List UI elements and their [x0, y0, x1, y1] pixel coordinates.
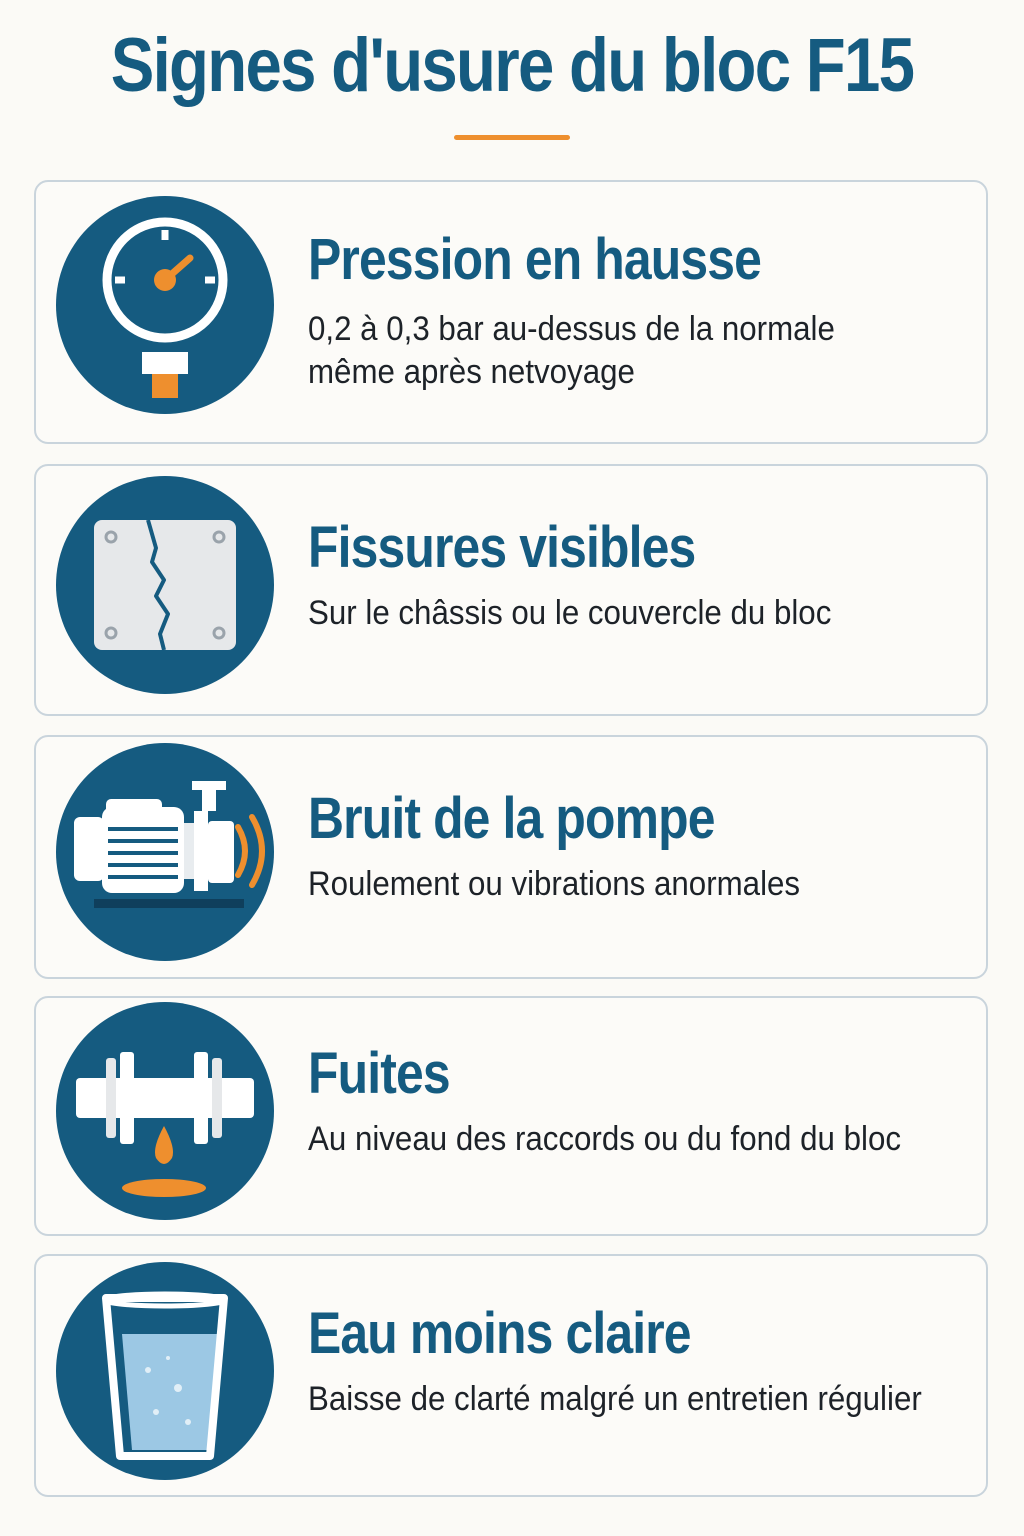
- card-description: Roulement ou vibrations anormales: [308, 865, 801, 903]
- card-title: Fissures visibles: [308, 515, 696, 580]
- card-description: Sur le châssis ou le couvercle du bloc: [308, 594, 832, 632]
- card-title: Bruit de la pompe: [308, 786, 715, 851]
- card-water-clarity: [34, 1254, 988, 1497]
- card-description: 0,2 à 0,3 bar au-dessus de la normale même après netvoyage: [308, 310, 835, 391]
- card-leaks: [34, 996, 988, 1236]
- card-pressure: [34, 180, 988, 444]
- card-pump-noise: [34, 735, 988, 979]
- card-cracks: [34, 464, 988, 716]
- card-title: Fuites: [308, 1041, 450, 1106]
- glass-of-water-icon: [56, 1262, 274, 1480]
- card-description: Au niveau des raccords ou du fond du bloc: [308, 1120, 901, 1158]
- pressure-gauge-icon: [56, 196, 274, 414]
- pump-noise-icon: [56, 743, 274, 961]
- leaking-pipe-icon: [56, 1002, 274, 1220]
- title-underline: [454, 135, 570, 140]
- card-title: Eau moins claire: [308, 1301, 691, 1366]
- card-description: Baisse de clarté malgré un entretien régulier: [308, 1380, 922, 1418]
- card-title: Pression en hausse: [308, 227, 762, 292]
- cracked-plate-icon: [56, 476, 274, 694]
- page-title: Signes d'usure du bloc F15: [110, 23, 914, 108]
